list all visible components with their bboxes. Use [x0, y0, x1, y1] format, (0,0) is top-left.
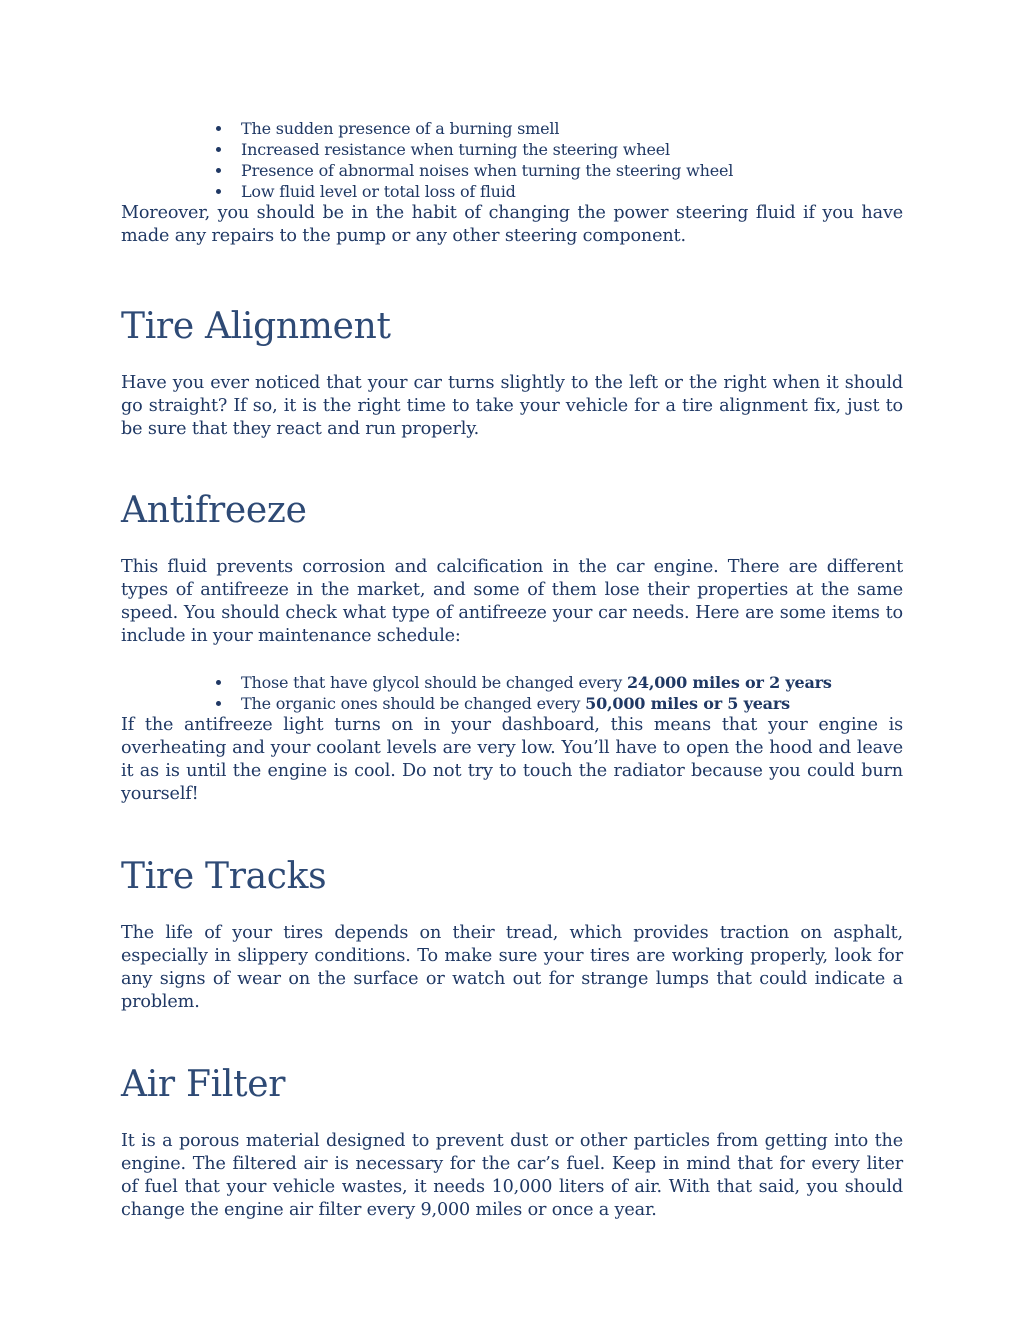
intro-bullet-list: [121, 118, 903, 202]
antifreeze-closing-paragraph: If the antifreeze light turns on in your dashboard, this means that your engine is overheating and your coolant levels are very low. You’ll have to open the hood and leave it as is until the engine is cool. Do not try to touch the radiator because you could burn yourself!: [121, 715, 903, 804]
tire-tracks-paragraph: The life of your tires depends on their tread, which provides traction on asphalt, especially in slippery conditions. To make sure your tires are working properly, look for any signs of wear on the surface or watch out for strange lumps that could indicate a problem.: [121, 923, 903, 1012]
antifreeze-bullet-list: [121, 672, 903, 714]
intro-paragraph: Moreover, you should be in the habit of changing the power steering fluid if you have made any repairs to the pump or any other steering component.: [121, 203, 903, 246]
tire-alignment-paragraph: Have you ever noticed that your car turns slightly to the left or the right when it should go straight? If so, it is the right time to take your vehicle for a tire alignment fix, just to be sure that they react and run properly.: [121, 373, 903, 439]
antifreeze-paragraph: This fluid prevents corrosion and calcification in the car engine. There are different types of antifreeze in the market, and some of them lose their properties at the same speed. You should check what type of antifreeze your car needs. Here are some items to include in your maintenance schedule:: [121, 557, 903, 646]
section-heading-tire-tracks: Tire Tracks: [121, 856, 327, 897]
list-item: [241, 672, 903, 693]
section-heading-air-filter: Air Filter: [121, 1064, 286, 1105]
list-item-text: Those that have glycol should be changed every: [241, 673, 627, 692]
list-item-text: The organic ones should be changed every: [241, 694, 586, 713]
list-item: The sudden presence of a burning smell: [241, 118, 903, 139]
list-item: Presence of abnormal noises when turning the steering wheel: [241, 160, 903, 181]
list-item: Low fluid level or total loss of fluid: [241, 181, 903, 202]
list-item-emphasis: 24,000 miles or 2 years: [627, 673, 832, 692]
list-item: [241, 693, 903, 714]
air-filter-paragraph: It is a porous material designed to prevent dust or other particles from getting into the engine. The filtered air is necessary for the car’s fuel. Keep in mind that for every liter of fuel that your vehicle wastes, it needs 10,000 liters of air. With that said, you should change the engine air filter every 9,000 miles or once a year.: [121, 1131, 903, 1220]
document-content: [121, 118, 903, 1222]
list-item: Increased resistance when turning the steering wheel: [241, 139, 903, 160]
section-heading-tire-alignment: Tire Alignment: [121, 306, 391, 347]
section-heading-antifreeze: Antifreeze: [121, 490, 307, 531]
list-item-emphasis: 50,000 miles or 5 years: [585, 694, 790, 713]
